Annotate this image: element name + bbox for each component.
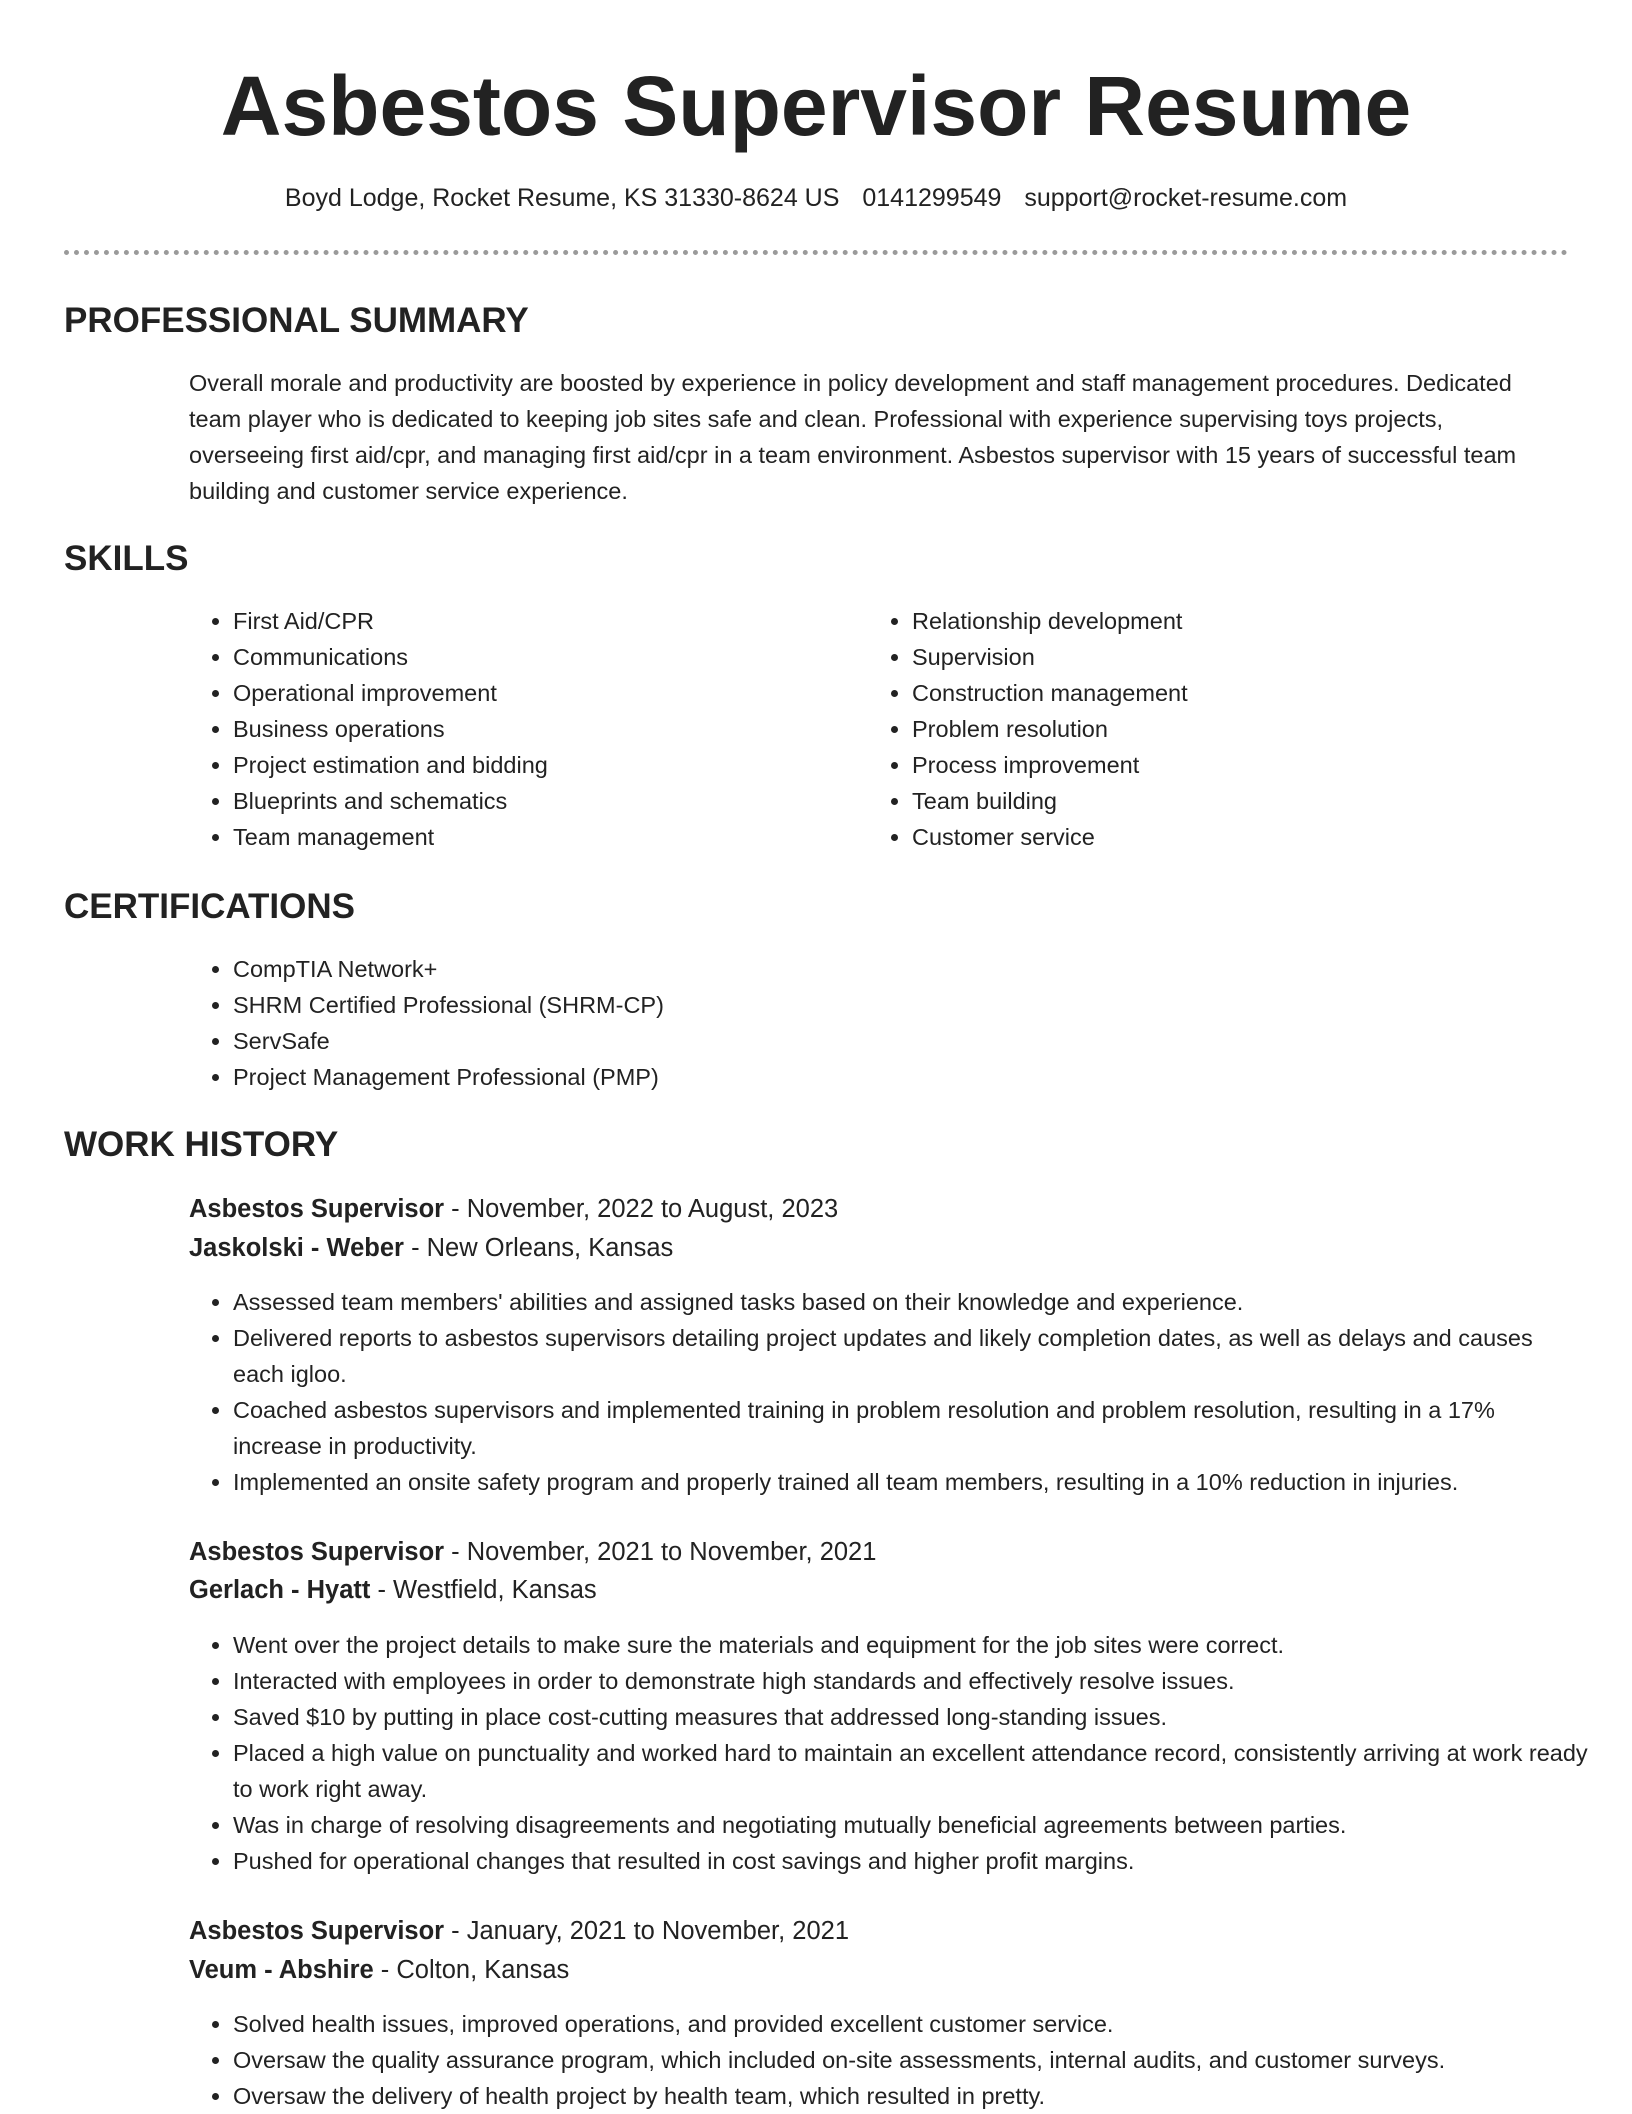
job-title: Asbestos Supervisor bbox=[189, 1538, 445, 1566]
job-bullet: • Assessed team members' abilities and assigned tasks based on their knowledge and experience. bbox=[233, 1284, 1588, 1320]
job-title-line bbox=[189, 1190, 838, 1228]
resume-title: Asbestos Supervisor Resume bbox=[220, 59, 1412, 153]
skill-item: • Relationship development bbox=[912, 603, 1512, 639]
skill-item: • Business operations bbox=[233, 711, 833, 747]
job-company: Gerlach - Hyatt bbox=[189, 1576, 371, 1604]
job-bullet: • Interacted with employees in order to demonstrate high standards and effectively resolve issues. bbox=[233, 1663, 1588, 1699]
job-company-line bbox=[189, 1571, 597, 1609]
job-bullets bbox=[189, 1284, 1588, 1500]
job-bullet: • Oversaw the quality assurance program, which included on-site assessments, internal audits, and customer surveys. bbox=[233, 2042, 1588, 2078]
job-title: Asbestos Supervisor bbox=[189, 1917, 445, 1945]
job-location: - Westfield, Kansas bbox=[370, 1576, 597, 1604]
job-bullets bbox=[189, 2006, 1588, 2114]
job-company-line bbox=[189, 1229, 673, 1267]
contact-address: Boyd Lodge, Rocket Resume, KS 31330-8624 US bbox=[284, 184, 840, 212]
certification-item: • SHRM Certified Professional (SHRM-CP) bbox=[233, 987, 1588, 1023]
job-bullet: • Oversaw the delivery of health project by health team, which resulted in pretty. bbox=[233, 2078, 1588, 2114]
job-bullet: • Placed a high value on punctuality and worked hard to maintain an excellent attendance record, consistently arriving at work ready to work right away. bbox=[233, 1735, 1588, 1807]
job-company: Jaskolski - Weber bbox=[189, 1234, 404, 1262]
job-bullet: • Went over the project details to make sure the materials and equipment for the job sites were correct. bbox=[233, 1627, 1588, 1663]
certifications-heading: CERTIFICATIONS bbox=[64, 887, 356, 926]
work-history-heading: WORK HISTORY bbox=[64, 1125, 339, 1164]
job-dates: - January, 2021 to November, 2021 bbox=[444, 1917, 850, 1945]
job-bullet: • Was in charge of resolving disagreements and negotiating mutually beneficial agreements between parties. bbox=[233, 1807, 1588, 1843]
job-dates: - November, 2022 to August, 2023 bbox=[444, 1195, 839, 1223]
job-title-line bbox=[189, 1912, 849, 1950]
job-bullet: • Saved $10 by putting in place cost-cutting measures that addressed long-standing issues. bbox=[233, 1699, 1588, 1735]
contact-line bbox=[0, 180, 1632, 216]
skill-item: • Construction management bbox=[912, 675, 1512, 711]
job-bullet: • Implemented an onsite safety program and properly trained all team members, resulting in a 10% reduction in injuries. bbox=[233, 1464, 1588, 1500]
skills-list-right bbox=[868, 603, 1512, 855]
skill-item: • Supervision bbox=[912, 639, 1512, 675]
job-company-line bbox=[189, 1951, 569, 1989]
certification-item: • Project Management Professional (PMP) bbox=[233, 1059, 1588, 1095]
skill-item: • Operational improvement bbox=[233, 675, 833, 711]
job-company: Veum - Abshire bbox=[189, 1956, 374, 1984]
skills-list-left bbox=[189, 603, 833, 855]
skills-heading: SKILLS bbox=[64, 539, 189, 578]
summary-text: Overall morale and productivity are boosted by experience in policy development and staff management procedures. Dedicated team player who is dedicated to keeping job sites safe and clean. Professional with experience supervising toys projects, overseeing first aid/cpr, and managing first aid/cpr in a team environment. Asbestos supervisor with 15 years of successful team building and customer service experience. bbox=[189, 370, 1517, 504]
skill-item: • Project estimation and bidding bbox=[233, 747, 833, 783]
skill-item: • Problem resolution bbox=[912, 711, 1512, 747]
skill-item: • Customer service bbox=[912, 819, 1512, 855]
skill-item: • Process improvement bbox=[912, 747, 1512, 783]
skill-item: • Team management bbox=[233, 819, 833, 855]
header-divider bbox=[64, 250, 1568, 255]
job-location: - New Orleans, Kansas bbox=[403, 1234, 674, 1262]
summary-heading: PROFESSIONAL SUMMARY bbox=[64, 301, 529, 340]
job-title: Asbestos Supervisor bbox=[189, 1195, 445, 1223]
job-bullet: • Pushed for operational changes that resulted in cost savings and higher profit margins. bbox=[233, 1843, 1588, 1879]
certification-item: • ServSafe bbox=[233, 1023, 1588, 1059]
job-location: - Colton, Kansas bbox=[373, 1956, 570, 1984]
skill-item: • Communications bbox=[233, 639, 833, 675]
job-bullet: • Coached asbestos supervisors and implemented training in problem resolution and problem resolution, resulting in a 17% increase in productivity. bbox=[233, 1392, 1588, 1464]
certifications-list bbox=[189, 951, 1588, 1095]
job-bullet: • Delivered reports to asbestos supervisors detailing project updates and likely completion dates, as well as delays and causes each igloo. bbox=[233, 1320, 1588, 1392]
job-dates: - November, 2021 to November, 2021 bbox=[444, 1538, 877, 1566]
contact-email: support@rocket-resume.com bbox=[1024, 184, 1348, 212]
certification-item: • CompTIA Network+ bbox=[233, 951, 1588, 987]
skill-item: • Team building bbox=[912, 783, 1512, 819]
job-bullets bbox=[189, 1627, 1588, 1879]
contact-phone: 0141299549 bbox=[862, 184, 1002, 212]
skill-item: • First Aid/CPR bbox=[233, 603, 833, 639]
job-title-line bbox=[189, 1533, 876, 1571]
skill-item: • Blueprints and schematics bbox=[233, 783, 833, 819]
job-bullet: • Solved health issues, improved operations, and provided excellent customer service. bbox=[233, 2006, 1588, 2042]
